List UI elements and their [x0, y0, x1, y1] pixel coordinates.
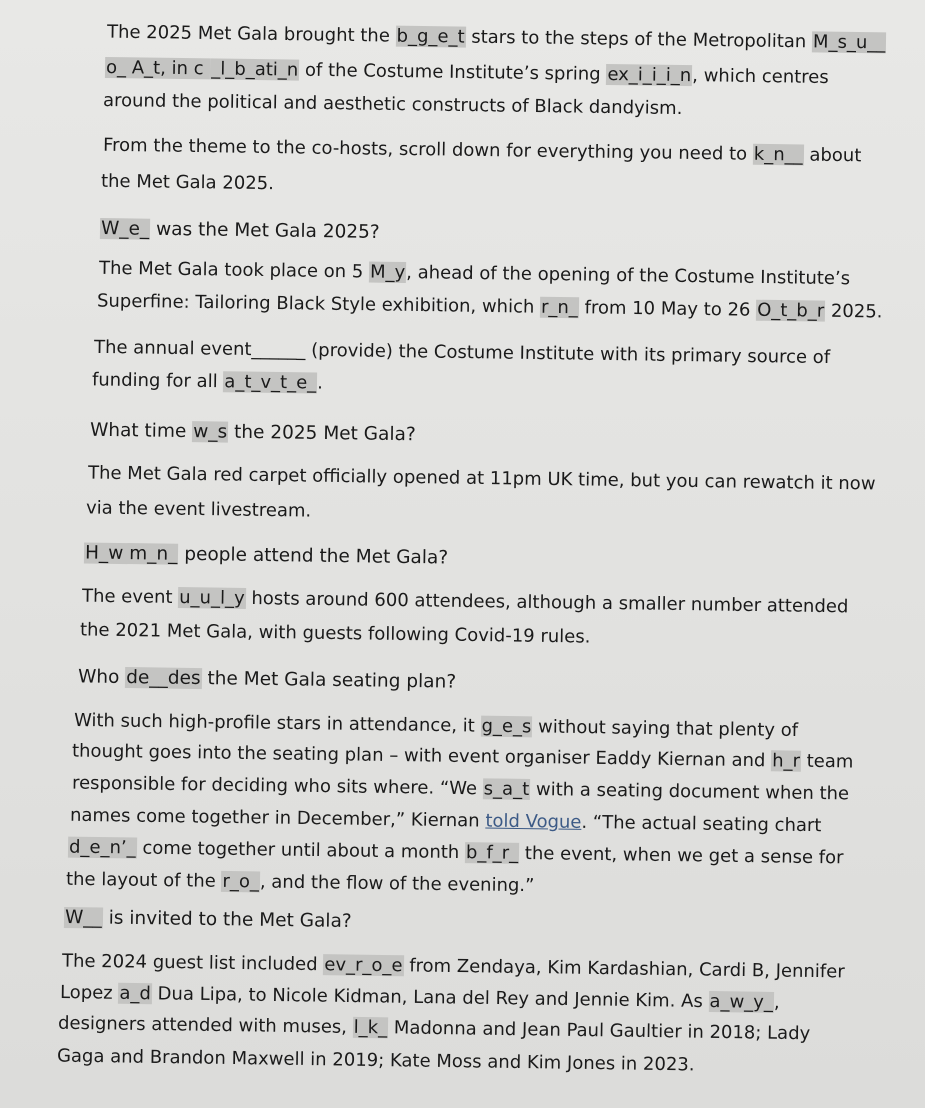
- text-line: The Met Gala red carpet officially opened at 11pm UK time, but you can rewatch it now: [87, 462, 876, 495]
- blank-gap: h_r: [772, 750, 801, 772]
- section-heading: What time w_s the 2025 Met Gala?: [89, 419, 416, 446]
- blank-gap: u_u_l_y: [179, 587, 245, 609]
- text-line: The 2024 guest list included ev_r_o_e from Zendaya, Kim Kardashian, Cardi B, Jennifer: [61, 950, 845, 983]
- blank-gap: d_e_n’_: [68, 836, 136, 859]
- text-line: responsible for deciding who sits where. “We s_a_t with a seating document when the: [71, 772, 850, 805]
- section-heading: W_e_ was the Met Gala 2025?: [100, 218, 380, 243]
- blank-gap: O_t_b_r: [757, 299, 825, 322]
- text-line: From the theme to the co-hosts, scroll down for everything you need to k_n__ about: [102, 134, 862, 167]
- blank-gap: ex_i_i_i_n: [607, 63, 692, 87]
- blank-gap: b_g_e_t: [396, 25, 465, 48]
- blank-gap: g_e_s: [481, 715, 532, 738]
- answer-blank[interactable]: ______: [251, 339, 306, 361]
- text-line: The event u_u_l_y hosts around 600 attendees, although a smaller number attended: [81, 585, 849, 618]
- text-line: names come together in December,” Kiernan told Vogue. “The actual seating chart: [69, 804, 822, 837]
- section-heading: H_w m_n_ people attend the Met Gala?: [84, 542, 449, 569]
- text-line: designers attended with muses, l_k_ Madonna and Jean Paul Gaultier in 2018; Lady: [57, 1012, 811, 1045]
- text-line: Superfine: Tailoring Black Style exhibition, which r_n_ from 10 May to 26 O_t_b_r 2025.: [96, 290, 883, 323]
- text-line: Lopez a_d Dua Lipa, to Nicole Kidman, Lana del Rey and Jennie Kim. As a_w_y_,: [59, 981, 780, 1014]
- text-line: The 2025 Met Gala brought the b_g_e_t stars to the steps of the Metropolitan M_s_u__: [106, 21, 886, 54]
- text-line: d_e_n’_ come together until about a month b_f_r_ the event, when we get a sense for: [68, 836, 844, 869]
- blank-gap: de__des: [126, 667, 201, 690]
- text-line: around the political and aesthetic constructs of Black dandyism.: [102, 89, 683, 120]
- blank-gap: a_t_v_t_e_: [224, 371, 317, 394]
- section-heading: Who de__des the Met Gala seating plan?: [77, 666, 457, 693]
- blank-gap: _l_b_ati_n: [211, 58, 299, 81]
- blank-gap: a_w_y_: [709, 991, 774, 1013]
- text-line: o_ A_t, in c _l_b_ati_n of the Costume Institute’s spring ex_i_i_i_n, which centres: [105, 56, 829, 89]
- blank-gap: b_f_r_: [465, 842, 519, 864]
- text-line: the layout of the r_o_, and the flow of the evening.”: [65, 868, 535, 897]
- blank-gap: r_n_: [540, 296, 579, 319]
- text-line: Gaga and Brandon Maxwell in 2019; Kate Moss and Kim Jones in 2023.: [56, 1045, 695, 1076]
- blank-gap: W_e_: [100, 218, 150, 240]
- blank-gap: M_y: [369, 261, 406, 284]
- blank-gap: o_ A_t, in c: [105, 56, 210, 80]
- blank-gap: r_o_: [222, 870, 260, 893]
- blank-gap: M_s_u__: [812, 31, 886, 54]
- vogue-link[interactable]: told Vogue: [485, 810, 582, 833]
- text-line: The annual event______ (provide) the Costume Institute with its primary source of: [93, 336, 831, 369]
- blank-gap: ev_r_o_e: [324, 954, 403, 977]
- text-line: the 2021 Met Gala, with guests following Covid-19 rules.: [79, 619, 591, 648]
- text-line: via the event livestream.: [85, 497, 312, 522]
- blank-gap: l_k_: [353, 1016, 388, 1039]
- section-heading: W__ is invited to the Met Gala?: [64, 907, 352, 933]
- text-line: the Met Gala 2025.: [100, 170, 275, 195]
- text-line: funding for all a_t_v_t_e_.: [91, 369, 324, 394]
- blank-gap: W__: [64, 907, 102, 929]
- blank-gap: a_d: [119, 982, 152, 1005]
- text-line: With such high-profile stars in attendance, it g_e_s without saying that plenty of: [73, 709, 799, 742]
- text-line: thought goes into the seating plan – with event organiser Eaddy Kiernan and h_r team: [71, 740, 854, 773]
- text-line: The Met Gala took place on 5 M_y, ahead of the opening of the Costume Institute’s: [98, 257, 851, 290]
- blank-gap: w_s: [193, 421, 228, 443]
- blank-gap: s_a_t: [483, 778, 530, 800]
- blank-gap: k_n__: [753, 143, 803, 166]
- blank-gap: H_w m_n_: [84, 542, 178, 565]
